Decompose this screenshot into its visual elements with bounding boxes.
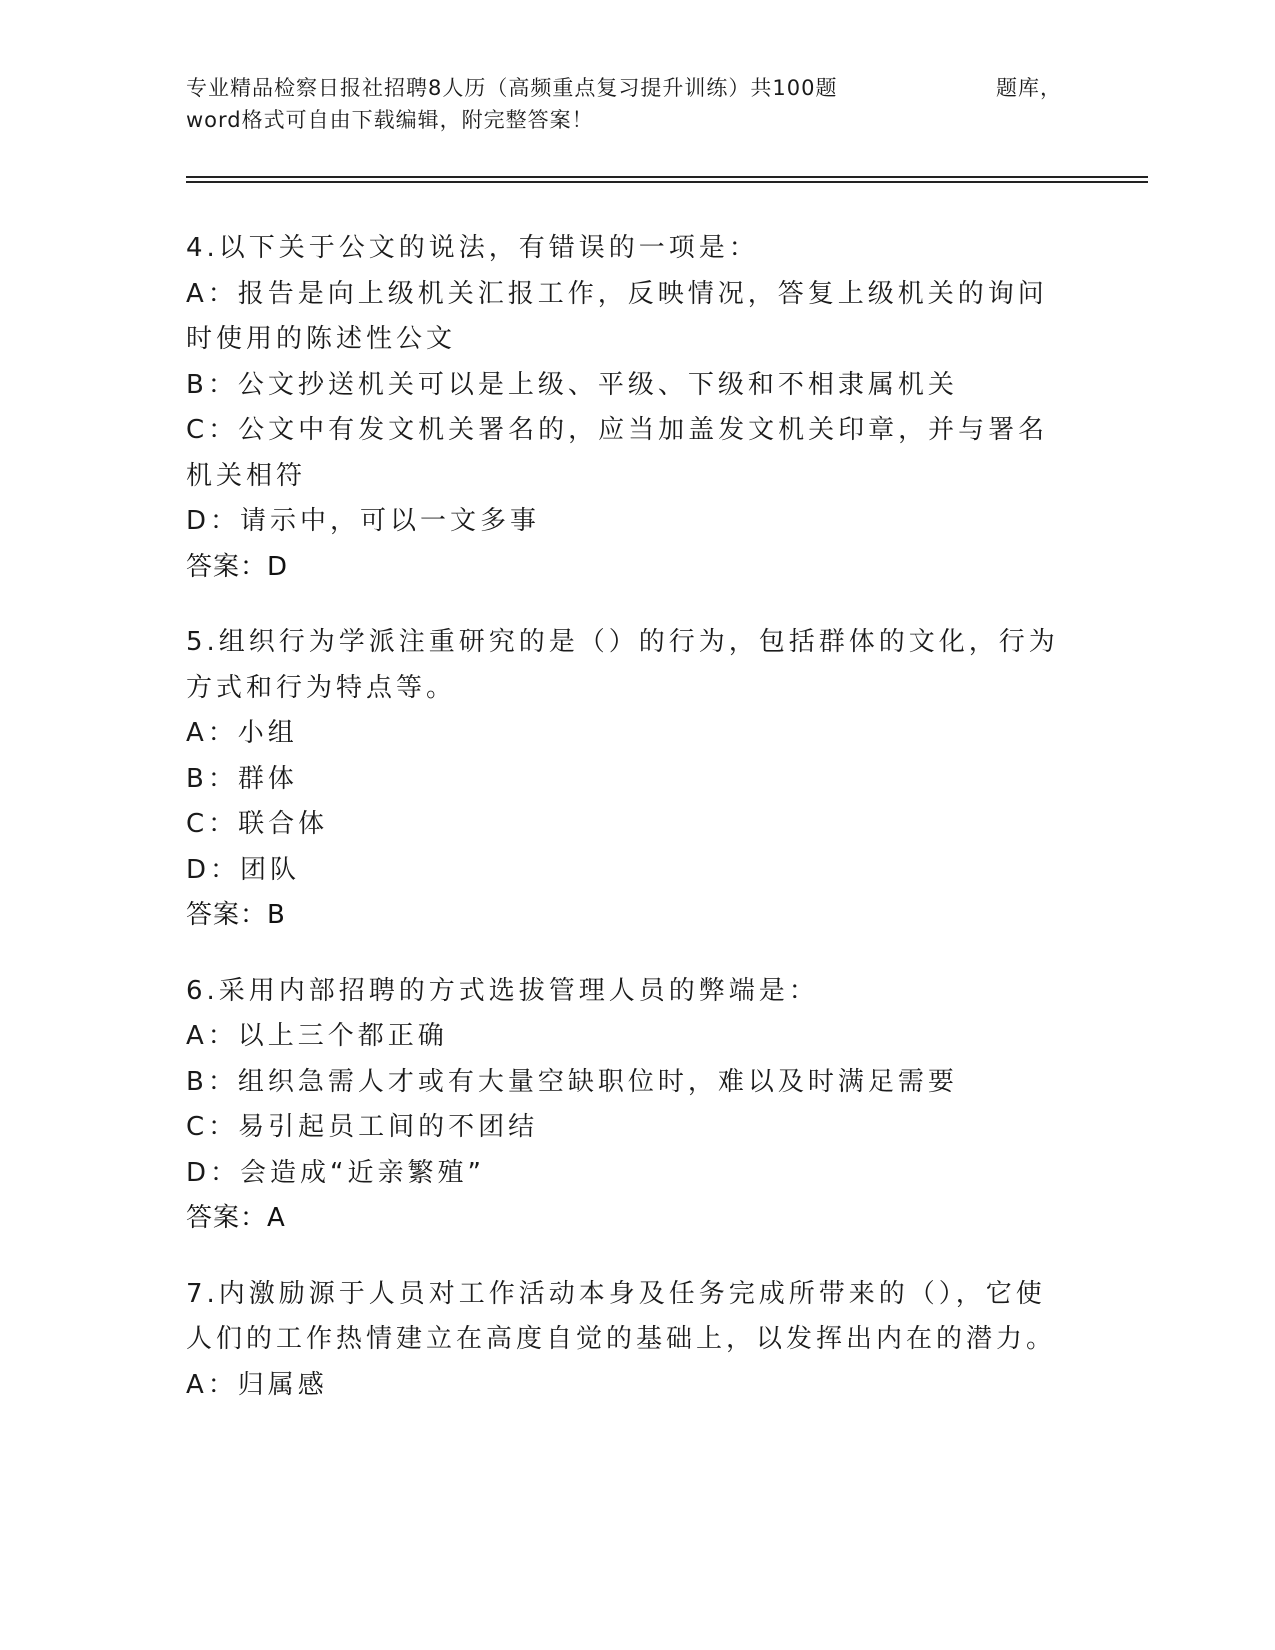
question-4 [186, 226, 1066, 590]
header-divider-bottom [186, 181, 1148, 183]
question-stem: 6.采用内部招聘的方式选拔管理人员的弊端是： [186, 975, 819, 1006]
document-header [186, 72, 1066, 136]
header-divider-top [186, 176, 1148, 178]
question-stem: 5.组织行为学派注重研究的是（）的行为，包括群体的文化，行为方式和行为特点等。 [186, 627, 1059, 703]
document-subtitle: word格式可自由下载编辑，附完整答案！ [186, 108, 594, 132]
option-a: A：以上三个都正确 [186, 1021, 448, 1051]
answer-label: 答案：A [186, 1203, 286, 1233]
document-title-tail: 题库， [996, 76, 1062, 100]
question-5 [186, 620, 1066, 939]
header-line-1 [186, 72, 1066, 104]
question-stem: 4.以下关于公文的说法，有错误的一项是： [186, 233, 759, 263]
option-b: B：公文抄送机关可以是上级、平级、下级和不相隶属机关 [186, 369, 958, 400]
question-list [186, 226, 1066, 1438]
option-b: B：群体 [186, 763, 298, 794]
option-a: A：归属感 [186, 1369, 328, 1400]
question-stem: 7.内激励源于人员对工作活动本身及任务完成所带来的（），它使人们的工作热情建立在高度自觉的基础上，以发挥出内在的潜力。 [186, 1278, 1057, 1354]
option-d: D：会造成“近亲繁殖” [186, 1157, 485, 1188]
answer-label: 答案：B [186, 900, 286, 930]
option-c: C：易引起员工间的不团结 [186, 1112, 539, 1142]
option-d: D：请示中，可以一文多事 [186, 506, 541, 536]
question-7 [186, 1272, 1066, 1409]
option-b: B：组织急需人才或有大量空缺职位时，难以及时满足需要 [186, 1066, 958, 1097]
option-c: C：公文中有发文机关署名的，应当加盖发文机关印章，并与署名机关相符 [186, 415, 1049, 491]
option-c: C：联合体 [186, 809, 329, 839]
document-title: 专业精品检察日报社招聘8人历（高频重点复习提升训练）共100题 [186, 76, 838, 100]
option-a: A：小组 [186, 718, 298, 748]
option-a: A：报告是向上级机关汇报工作，反映情况，答复上级机关的询问时使用的陈述性公文 [186, 278, 1048, 354]
answer-label: 答案：D [186, 551, 289, 582]
option-d: D：团队 [186, 854, 301, 885]
question-6 [186, 969, 1066, 1242]
